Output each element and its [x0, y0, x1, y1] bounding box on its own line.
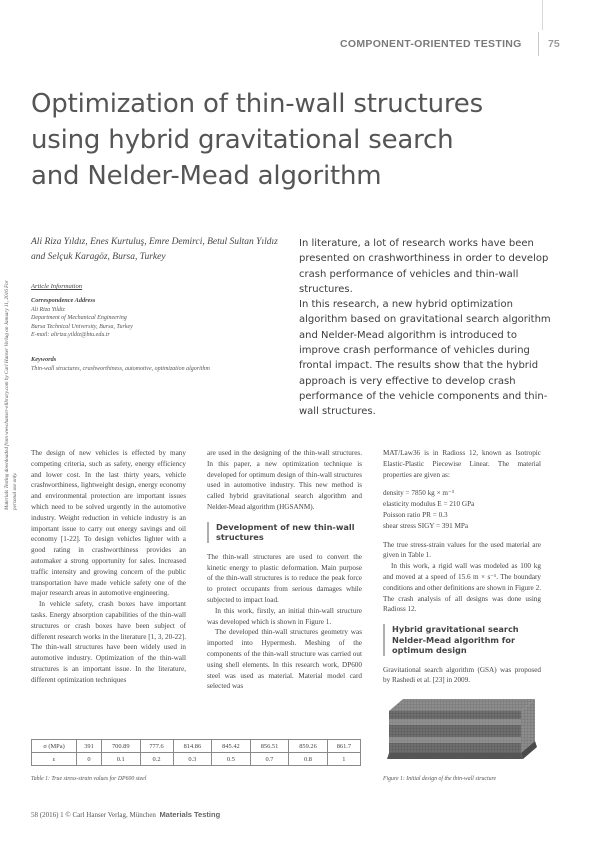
title-line: and Nelder-Mead algorithm: [31, 161, 382, 191]
table-row-label: ε: [32, 753, 77, 766]
abstract: [299, 236, 561, 420]
table-cell: 861.7: [327, 740, 360, 753]
body-paragraph: The developed thin-wall structures geometry was imported into Hypermesh. Meshing of the components of the thin-wall structure was carried out using shell elements. In this research work, DP600 steel was used as material. Material model card selected was: [207, 628, 362, 691]
body-paragraph: Gravitational search algorithm (GSA) was proposed by Rashedi et al. [23] in 2009.: [383, 665, 541, 685]
download-note-text: Materials Testing downloaded from www.hanser-elibrary.com by Carl Hanser Verlag on January 11, 2016 For personal use only.: [4, 280, 18, 510]
table-cell: 0: [77, 753, 102, 766]
body-paragraph: The design of new vehicles is effected by many competing criteria, such as safety, energy efficiency and lower cost. In the last thirty years, vehicle crashworthiness, lightweight design, energy economy and environmental protection are important issues which need to be solved urgently in the automotive industry. Weight reduction in vehicle industry is an important issue to carry out energy savings and oil economy [1-22]. To design vehicles lighter with a good rating in crashworthiness provides an automaker a strong opportunity for sales. Increased traffic intensity and growing concern of the public transportation have made vehicle safety one of the major research areas in automotive engineering.: [31, 449, 186, 598]
material-property: shear stress SIGY = 391 MPa: [383, 521, 469, 530]
table-cell: 391: [77, 740, 102, 753]
table-cell: 0.7: [250, 753, 289, 766]
body-paragraph: In this work, a rigid wall was modeled as 100 kg and moved at a speed of 15.6 m × s⁻¹. The boundary conditions and other definitions are shown in Figure 2. The crash analysis of all designs was done using Radioss 12.: [383, 562, 541, 614]
table-cell: 0.5: [212, 753, 251, 766]
material-property: density = 7850 kg × m⁻³: [383, 489, 454, 498]
body-column-2: [207, 448, 362, 692]
material-property: elasticity modulus E = 210 GPa: [383, 500, 475, 509]
thin-wall-structure-figure: [383, 689, 541, 769]
article-info-heading: Article Information: [31, 283, 83, 290]
footer-citation: 58 (2016) 1 © Carl Hanser Verlag, München: [31, 811, 156, 819]
table-cell: 1: [327, 753, 360, 766]
body-paragraph: In this work, firstly, an initial thin-wall structure was developed which is shown in Figure 1.: [207, 606, 362, 626]
body-paragraph: The true stress-strain values for the used material are given in Table 1.: [383, 540, 541, 560]
table-cell: 0.3: [173, 753, 212, 766]
table-cell: 814.86: [173, 740, 212, 753]
header-divider: [538, 32, 539, 56]
table-cell: 0.1: [101, 753, 140, 766]
download-note: [4, 270, 26, 510]
footer: [31, 810, 220, 819]
stress-strain-table: [31, 739, 361, 766]
table-cell: 859.26: [289, 740, 328, 753]
page-number: 75: [548, 38, 560, 50]
correspondence-institution: Bursa Technical University, Bursa, Turkey: [31, 323, 133, 330]
table-row: [32, 753, 361, 766]
keywords: Thin-wall structures, crashworthiness, automotive, optimization algorithm: [31, 366, 210, 372]
table-row: [32, 740, 361, 753]
table-cell: 856.51: [250, 740, 289, 753]
body-column-1: [31, 448, 186, 686]
correspondence-block: [31, 297, 286, 340]
title-line: Optimization of thin-wall structures: [31, 89, 483, 119]
body-paragraph: In vehicle safety, crash boxes have important tasks. Energy absorption capabilities of the thin-wall structures or crash boxes have been subject of different research works in the literature [1, 3, 20-22]. The thin-wall structures have been widely used in automotive industry. Optimization of the thin-wall structures is an important issue. In the literature, different optimization techniques: [31, 600, 186, 684]
article-title: [31, 86, 551, 194]
section-heading: Hybrid gravitational search Nelder-Mead algorithm for optimum design: [383, 624, 541, 656]
top-rule: [542, 0, 543, 30]
body-paragraph: MAT/Law36 is in Radioss 12, known as Isotropic Elastic-Plastic Piecewise Linear. The material properties are given as:: [383, 449, 541, 479]
table-cell: 0.2: [140, 753, 173, 766]
keywords-heading: Keywords: [31, 356, 57, 363]
material-properties: [383, 488, 541, 531]
material-property: Poisson ratio PR = 0.3: [383, 510, 448, 519]
figure-caption: Figure 1: Initial design of the thin-wall structure: [383, 776, 497, 782]
table-cell: 700.89: [101, 740, 140, 753]
table-row-label: σ (MPa): [32, 740, 77, 753]
correspondence-name: Ali Riza Yildiz: [31, 306, 65, 313]
table-cell: 845.42: [212, 740, 251, 753]
body-paragraph: The thin-wall structures are used to convert the kinetic energy to plastic deformation. Main purpose of the thin-wall structures is to reduce the peak force to protect occupants from serious damages while subjected to impact load.: [207, 552, 362, 604]
table-caption: Table 1: True stress-strain values for DP600 steel: [31, 776, 147, 782]
authors: Ali Riza Yıldız, Enes Kurtuluş, Emre Demirci, Betul Sultan Yıldız and Selçuk Karagöz, Bursa, Turkey: [31, 237, 278, 262]
correspondence-heading: Correspondence Address: [31, 297, 96, 304]
body-column-3: [383, 448, 541, 686]
table-cell: 0.8: [289, 753, 328, 766]
body-paragraph: are used in the designing of the thin-wall structures. In this paper, a new optimization technique is developed for optimum design of thin-wall structures used in automotive industry. This new method is called hybrid gravitational search algorithm and Nelder-Mead algorithm (HGSANM).: [207, 449, 362, 511]
correspondence-department: Department of Mechanical Engineering: [31, 315, 127, 322]
journal-name: Materials Testing: [159, 810, 221, 819]
correspondence-email: E-mail: aliriza.yildiz@btu.edu.tr: [31, 332, 110, 339]
title-line: using hybrid gravitational search: [31, 125, 454, 155]
section-header: COMPONENT-ORIENTED TESTING: [340, 38, 522, 50]
abstract-paragraph: In this research, a new hybrid optimization algorithm based on gravitational search algorithm and Nelder-Mead algorithm is introduced to improve crash performance of vehicles during frontal impact. The results show that the hybrid approach is very effective to develop crash performance of the vehicle components and thin-wall structures.: [299, 299, 551, 418]
abstract-paragraph: In literature, a lot of research works have been presented on crashworthiness in order to develop crash performance of vehicles and thin-wall structures.: [299, 238, 549, 295]
section-heading: Development of new thin-wall structures: [207, 522, 362, 543]
table-cell: 777.6: [140, 740, 173, 753]
